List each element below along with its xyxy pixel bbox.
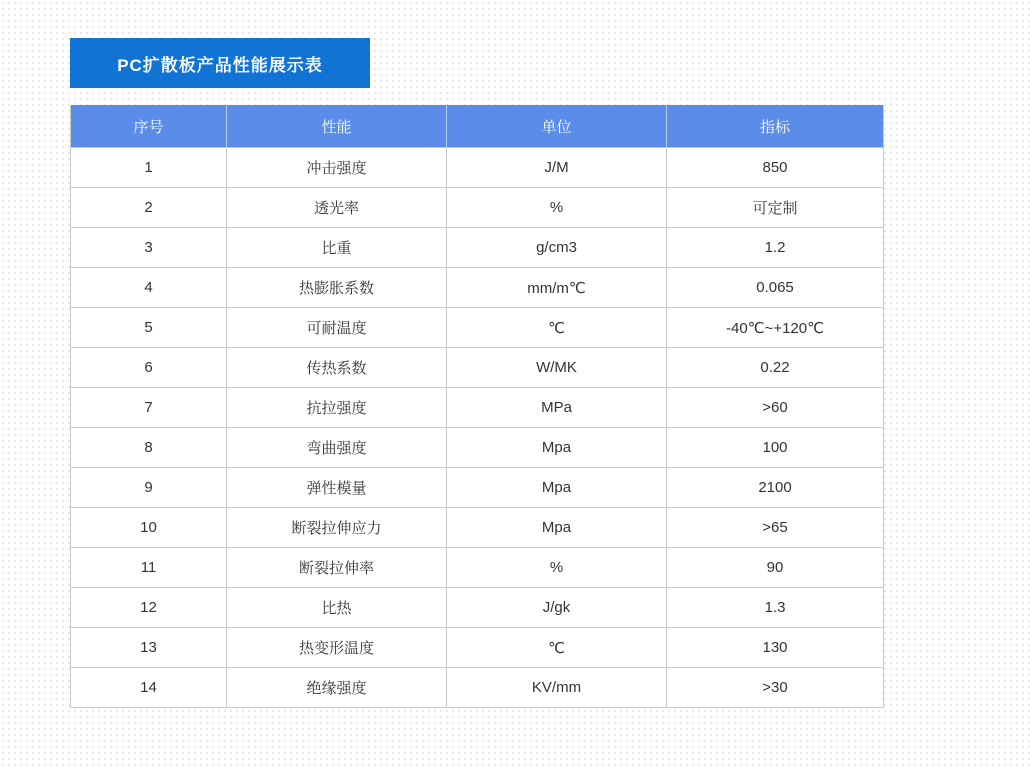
table-cell: 12 [140,599,157,616]
table-cell: 冲击强度 [226,148,446,187]
table-cell: 抗拉强度 [226,388,446,427]
table-cell: 绝缘强度 [226,668,446,707]
table-row [71,307,883,347]
table-cell: 断裂拉伸应力 [226,508,446,547]
table-cell: % [446,188,666,227]
table-row [71,507,883,547]
header-cell: 指标 [666,105,883,147]
table-cell: 1 [144,159,153,176]
table-cell: % [446,548,666,587]
table-cell: 比热 [226,588,446,627]
table-cell: 3 [144,239,153,256]
table-cell: 11 [140,559,157,576]
table-cell: g/cm3 [446,228,666,267]
table-cell: 6 [144,359,153,376]
table-row [71,627,883,667]
header-cell: 性能 [226,105,446,147]
table-cell: 2 [144,199,153,216]
table-cell: 可耐温度 [226,308,446,347]
table-row [71,347,883,387]
table-cell: W/MK [446,348,666,387]
table-cell: 1.3 [666,588,883,627]
table-cell: 10 [140,519,157,536]
table-row [71,187,883,227]
table-cell: J/gk [446,588,666,627]
table-cell: 5 [144,319,153,336]
table-cell: 弹性模量 [226,468,446,507]
table-cell: -40℃~+120℃ [666,308,883,347]
table-cell: >60 [666,388,883,427]
table-cell: 13 [140,639,157,656]
table-row [71,387,883,427]
header-cell: 序号 [133,118,164,136]
table-cell: 9 [144,479,153,496]
table-cell: 弯曲强度 [226,428,446,467]
table-cell: 断裂拉伸率 [226,548,446,587]
table-cell: 透光率 [226,188,446,227]
table-header-row [71,105,883,147]
table-row [71,427,883,467]
table-cell: 传热系数 [226,348,446,387]
page-title: PC扩散板产品性能展示表 [117,55,323,75]
table-cell: 热变形温度 [226,628,446,667]
table-cell: 4 [144,279,153,296]
table-cell: >30 [666,668,883,707]
table-cell: KV/mm [446,668,666,707]
table-cell: 热膨胀系数 [226,268,446,307]
table-cell: MPa [446,388,666,427]
table-cell: 1.2 [666,228,883,267]
spec-table [70,105,884,708]
table-cell: Mpa [446,508,666,547]
table-cell: 100 [666,428,883,467]
table-cell: ℃ [446,308,666,347]
table-body [71,147,883,707]
table-cell: 7 [144,399,153,416]
table-cell: 14 [140,679,157,696]
title-banner [70,38,370,88]
table-row [71,587,883,627]
table-cell: 130 [666,628,883,667]
table-cell: 850 [666,148,883,187]
table-cell: ℃ [446,628,666,667]
table-cell: >65 [666,508,883,547]
table-cell: 0.065 [666,268,883,307]
table-row [71,467,883,507]
table-cell: 可定制 [666,188,883,227]
table-cell: 90 [666,548,883,587]
table-cell: 8 [144,439,153,456]
header-cell: 单位 [446,105,666,147]
table-cell: 0.22 [666,348,883,387]
table-cell: Mpa [446,428,666,467]
table-cell: J/M [446,148,666,187]
table-cell: 2100 [666,468,883,507]
table-row [71,227,883,267]
table-cell: Mpa [446,468,666,507]
table-cell: 比重 [226,228,446,267]
table-cell: mm/m℃ [446,268,666,307]
table-row [71,147,883,187]
table-row [71,547,883,587]
table-row [71,267,883,307]
table-row [71,667,883,707]
